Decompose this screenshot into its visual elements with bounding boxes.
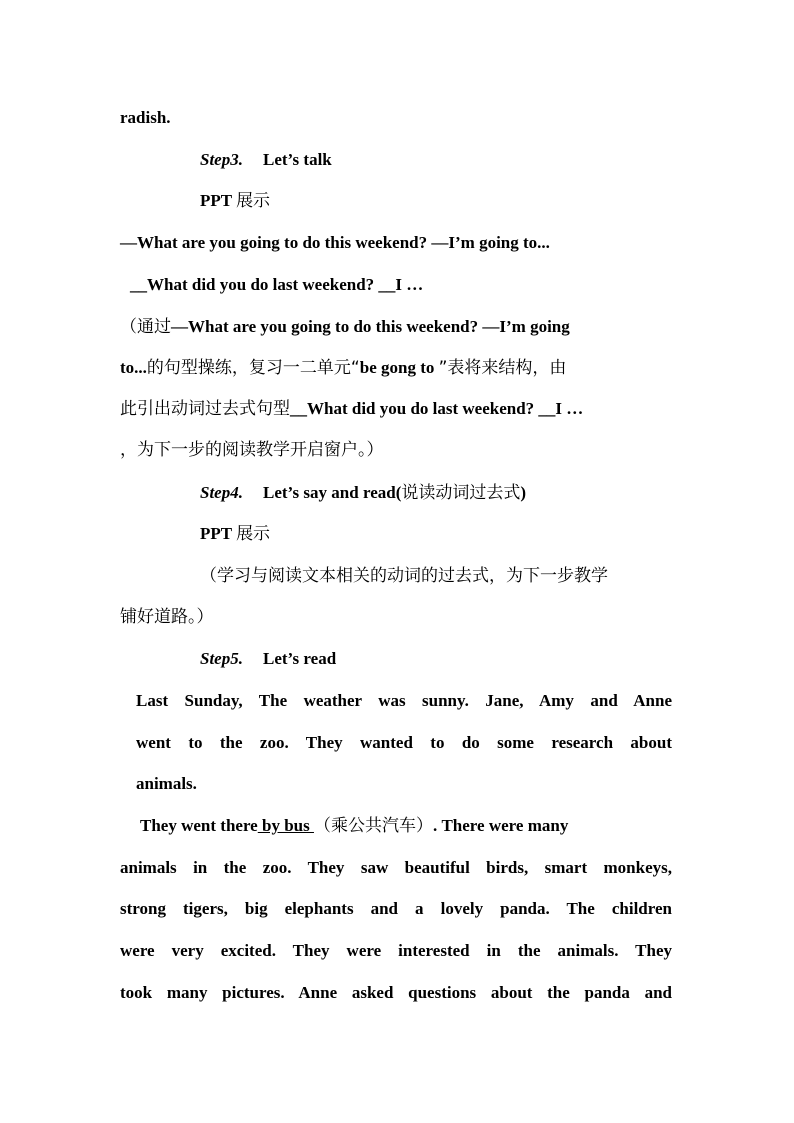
text-span: PPT xyxy=(200,191,237,210)
text-span: __What did you do last weekend? __I … xyxy=(130,275,424,294)
text-span: ) xyxy=(520,483,527,502)
reading-line xyxy=(136,732,672,754)
text-span: Last Sunday, The weather was sunny. Jane, Amy and Anne xyxy=(136,691,672,710)
text-span: —What are you going to do this weekend? —I’m going xyxy=(171,317,570,336)
text-span: （通过 xyxy=(120,317,171,337)
reading-line xyxy=(136,773,197,795)
ppt-line xyxy=(200,190,270,212)
text-span: 的句型操练，复习一二单元“ xyxy=(146,358,360,378)
step5-heading xyxy=(200,648,336,670)
step-title: Let’s read xyxy=(262,649,337,668)
underlined-phrase: by bus xyxy=(257,816,314,835)
step-label: Step5. xyxy=(200,649,243,668)
reading-line xyxy=(120,898,672,920)
text-span: 铺好道路。） xyxy=(120,607,214,627)
text-span: animals. xyxy=(136,774,197,793)
ppt-line xyxy=(200,523,270,545)
text-span: strong tigers, big elephants and a lovely panda. The children xyxy=(120,899,672,918)
text-span: be gong to xyxy=(359,358,439,377)
paragraph-line xyxy=(120,398,674,420)
text-span: They went there xyxy=(140,816,258,835)
reading-line xyxy=(120,857,672,879)
reading-line xyxy=(140,815,568,837)
step-label: Step4. xyxy=(200,483,243,502)
paragraph-line xyxy=(120,439,384,461)
reading-line xyxy=(120,982,672,1004)
dialogue-line xyxy=(120,232,550,254)
paragraph-line xyxy=(200,565,608,587)
reading-line xyxy=(136,690,672,712)
text-span: 展示 xyxy=(236,191,271,211)
step-title: Let’s say and read( xyxy=(262,483,402,502)
text-span: 此引出动词过去式句型 xyxy=(120,399,290,419)
text-span: —What are you going to do this weekend? —I’m going to... xyxy=(120,233,550,252)
text-span: radish. xyxy=(120,108,171,127)
text-span: ，为下一步的阅读教学开启窗户。） xyxy=(120,440,384,460)
text-span: animals in the zoo. They saw beautiful birds, smart monkeys, xyxy=(120,858,672,877)
step-title: Let’s talk xyxy=(262,150,332,169)
text-span: to... xyxy=(120,358,147,377)
text-line xyxy=(120,107,171,129)
text-span: were very excited. They were interested in the animals. They xyxy=(120,941,672,960)
step-label: Step3. xyxy=(200,150,243,169)
step4-heading xyxy=(200,482,526,504)
paragraph-line xyxy=(120,357,674,379)
text-span: 说读动词过去式 xyxy=(401,483,521,503)
text-span: ”表将来结构，由 xyxy=(438,358,567,378)
text-span: took many pictures. Anne asked questions about the panda and xyxy=(120,983,672,1002)
text-span: （乘公共汽车） xyxy=(313,816,433,836)
text-span: （学习与阅读文本相关的动词的过去式，为下一步教学 xyxy=(200,566,608,586)
step3-heading xyxy=(200,149,332,171)
paragraph-line xyxy=(120,316,674,338)
text-span: . There were many xyxy=(432,816,569,835)
reading-line xyxy=(120,940,672,962)
text-span: 展示 xyxy=(236,524,271,544)
text-span: __What did you do last weekend? __I … xyxy=(290,399,584,418)
dialogue-line xyxy=(130,274,423,296)
text-span: went to the zoo. They wanted to do some research about xyxy=(136,733,672,752)
text-span: PPT xyxy=(200,524,237,543)
paragraph-line xyxy=(120,606,214,628)
